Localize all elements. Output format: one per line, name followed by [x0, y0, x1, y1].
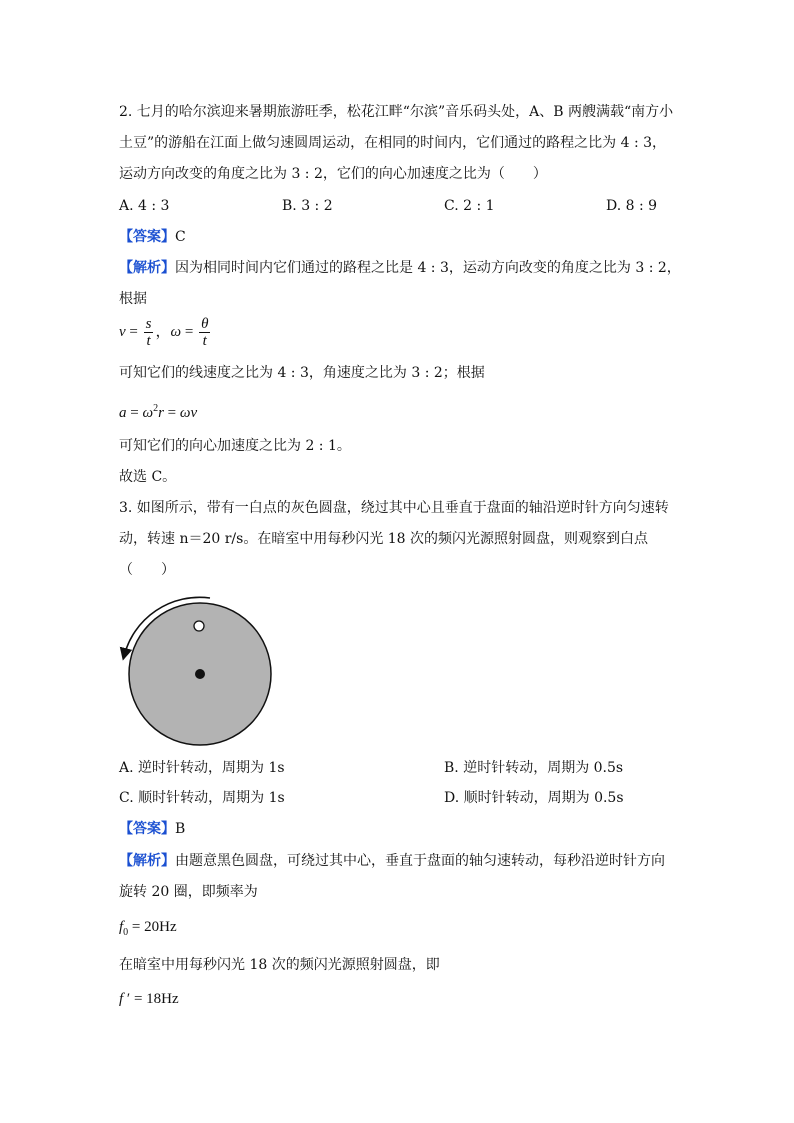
q2-answer: [119, 227, 186, 247]
q2-option-a: A. 4 : 3: [119, 198, 170, 214]
q2-stem-line2: 土豆”的游船在江面上做匀速圆周运动，在相同的时间内，它们通过的路程之比为 4 : 3，: [119, 135, 667, 151]
answer-tag: 【答案】: [119, 821, 175, 837]
q3-stem-line1: 3. 如图所示，带有一白点的灰色圆盘，绕过其中心且垂直于盘面的轴沿逆时针方向匀速转: [119, 500, 669, 516]
q3-option-b: B. 逆时针转动，周期为 0.5s: [444, 760, 624, 776]
q3-answer: [119, 819, 185, 839]
q3-option-d: D. 顺时针转动，周期为 0.5s: [444, 790, 624, 806]
center-dot: [195, 669, 205, 679]
q3-option-c: C. 顺时针转动，周期为 1s: [119, 790, 285, 806]
analysis-text: 因为相同时间内它们通过的路程之比是 4 : 3，运动方向改变的角度之比为 3 : 2，: [175, 260, 681, 276]
answer-value: B: [175, 821, 186, 837]
q3-analysis-line3: 在暗室中用每秒闪光 18 次的频闪光源照射圆盘，即: [119, 957, 440, 973]
analysis-tag: 【解析】: [119, 260, 175, 276]
q2-analysis-line4: 可知它们的向心加速度之比为 2 : 1。: [119, 438, 351, 454]
q3-stem-line2: 动，转速 n＝20 r/s。在暗室中用每秒闪光 18 次的频闪光源照射圆盘，则观察到白点: [119, 531, 649, 547]
q3-analysis-line2: 旋转 20 圈，即频率为: [119, 884, 258, 900]
q3-formula2: f ′ = 18Hz: [119, 991, 179, 1007]
q2-formula1: v = $\frac{s}{t}$ ，ω = $\frac{\theta}{t}$: [119, 316, 209, 349]
answer-tag: 【答案】: [119, 229, 175, 245]
q2-stem-line1: 2. 七月的哈尔滨迎来暑期旅游旺季，松花江畔“尔滨”音乐码头处，A、B 两艘满载“南方小: [119, 104, 674, 120]
answer-value: C: [175, 229, 186, 245]
q2-analysis-line3: 可知它们的线速度之比为 4 : 3，角速度之比为 3 : 2；根据: [119, 365, 485, 381]
q3-stem-line3: （ ）: [119, 562, 175, 578]
analysis-text: 由题意黑色圆盘，可绕过其中心，垂直于盘面的轴匀速转动，每秒沿逆时针方向: [175, 853, 665, 869]
q3-formula1: $f_0 = 20Hz$: [119, 919, 177, 938]
q2-analysis-line1: [119, 258, 681, 278]
analysis-tag: 【解析】: [119, 853, 175, 869]
q2-conclusion: 故选 C。: [119, 469, 177, 485]
q2-option-d: D. 8 : 9: [606, 198, 658, 214]
q2-option-b: B. 3 : 2: [282, 198, 333, 214]
q3-analysis-line1: [119, 851, 665, 871]
q2-stem-line3: 运动方向改变的角度之比为 3 : 2，它们的向心加速度之比为（ ）: [119, 166, 547, 182]
q2-option-c: C. 2 : 1: [444, 198, 495, 214]
q3-option-a: A. 逆时针转动，周期为 1s: [119, 760, 285, 776]
rotating-disk-figure: [112, 590, 282, 755]
white-dot: [194, 621, 204, 631]
q2-analysis-line2: 根据: [119, 291, 147, 307]
q2-formula2: $a = \omega^2r = \omega v$: [119, 403, 198, 421]
